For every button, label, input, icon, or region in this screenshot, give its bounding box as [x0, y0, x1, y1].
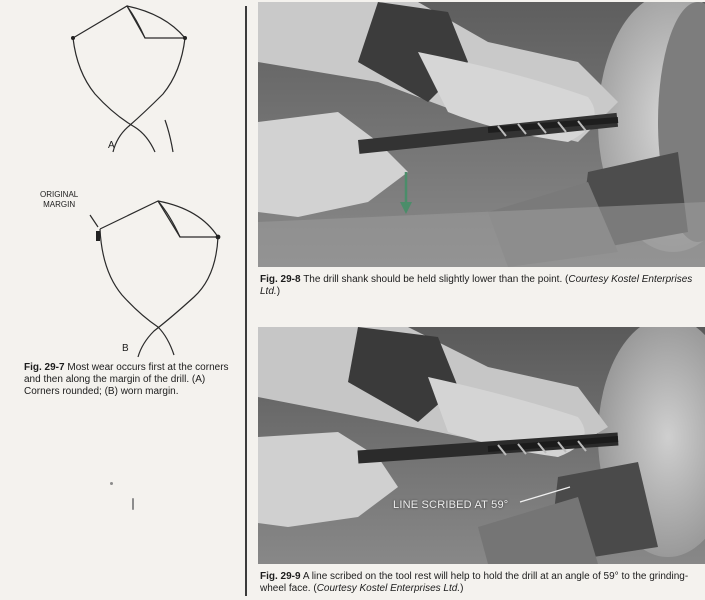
figure-29-8-text: The drill shank should be held slightly lower than the point. (: [303, 274, 569, 285]
photo-drill-shank-held-low: [258, 2, 705, 267]
figure-29-8-end: ): [276, 286, 281, 297]
page-speck: [110, 482, 113, 485]
figure-29-7-caption: [24, 362, 234, 398]
figure-29-9-text: A line scribed on the tool rest will help to hold the drill at an angle of 59° to the grinding-wheel face. (: [260, 571, 689, 594]
photo-line-scribed-tool-rest: [258, 327, 705, 564]
figure-29-7-text: Most wear occurs first at the corners and then along the margin of the drill. (A) Corners rounded; (B) worn margin.: [24, 362, 229, 397]
figure-29-8-number: Fig. 29-8: [260, 274, 301, 285]
diagram-b-label: B: [122, 343, 129, 354]
figure-29-7-number: Fig. 29-7: [24, 362, 65, 373]
figure-29-9-end: ): [460, 583, 464, 594]
figure-29-9-caption: [260, 571, 700, 595]
figure-29-8-credit: Courtesy Kostel Enterprises Ltd.: [260, 274, 693, 297]
original-margin-line1: ORIGINAL: [40, 190, 79, 199]
column-divider: [245, 6, 247, 596]
figure-29-9-credit: Courtesy Kostel Enterprises Ltd.: [316, 583, 461, 594]
figure-29-9-number: Fig. 29-9: [260, 571, 301, 582]
original-margin-line2: MARGIN: [43, 200, 76, 209]
drill-diagram-a: [55, 2, 205, 157]
line-scribed-label: LINE SCRIBED AT 59°: [393, 499, 509, 511]
drill-diagram-b: [30, 185, 230, 360]
diagram-a-label: A: [108, 140, 115, 151]
page-speck: [132, 498, 134, 510]
figure-29-8-caption: [260, 274, 700, 298]
